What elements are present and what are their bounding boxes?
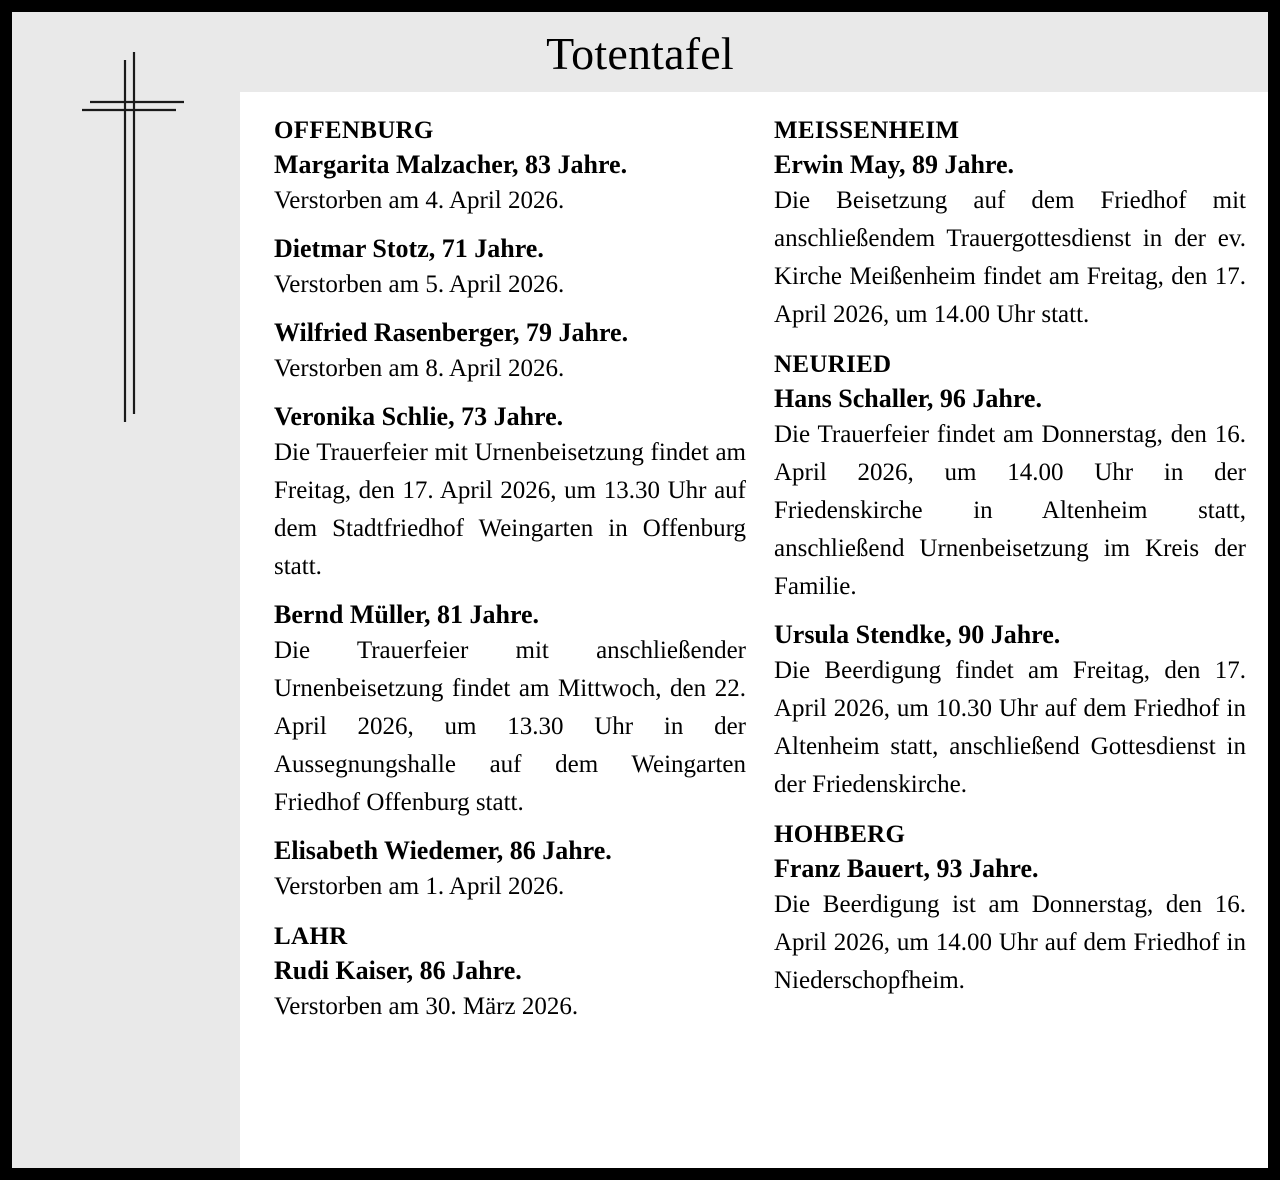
obituary-entry [274, 316, 746, 388]
town-section-hohberg [774, 818, 1246, 1000]
deceased-name: Erwin May, 89 Jahre. [774, 150, 1015, 179]
obituary-entry [774, 382, 1246, 606]
town-section-meissenheim [774, 114, 1246, 334]
town-section-offenburg [274, 114, 746, 906]
obituary-entry [274, 598, 746, 822]
deceased-detail: Die Trauerfeier mit Urnenbeisetzung findet am Freitag, den 17. April 2026, um 13.30 Uhr auf dem Stadtfriedhof Weingarten in Offenburg statt. [274, 439, 746, 580]
town-heading: MEISSENHEIM [774, 117, 960, 144]
obituary-entry [274, 954, 746, 1026]
paper-sheet [12, 12, 1268, 1168]
deceased-name: Veronika Schlie, 73 Jahre. [274, 402, 564, 431]
obituary-entry [774, 618, 1246, 804]
deceased-name: Hans Schaller, 96 Jahre. [774, 384, 1042, 413]
left-column [274, 114, 746, 1168]
deceased-name: Elisabeth Wiedemer, 86 Jahre. [274, 836, 612, 865]
deceased-name: Franz Bauert, 93 Jahre. [774, 854, 1039, 883]
town-heading: HOHBERG [774, 821, 906, 848]
deceased-name: Rudi Kaiser, 86 Jahre. [274, 956, 522, 985]
deceased-detail: Die Trauerfeier mit anschließender Urnenbeisetzung findet am Mittwoch, den 22. April 2026, um 13.30 Uhr in der Aussegnungshalle auf dem Weingarten Friedhof Offenburg statt. [274, 637, 746, 816]
right-column [774, 114, 1246, 1168]
deceased-detail: Die Trauerfeier findet am Donnerstag, den 16. April 2026, um 14.00 Uhr in der Friedenskirche in Altenheim statt, anschließend Urnenbeisetzung im Kreis der Familie. [774, 421, 1246, 600]
deceased-detail: Verstorben am 4. April 2026. [274, 187, 565, 214]
obituary-entry [774, 148, 1246, 334]
town-heading: OFFENBURG [274, 117, 434, 144]
obituary-entry [274, 148, 746, 220]
deceased-detail: Die Beerdigung ist am Donnerstag, den 16. April 2026, um 14.00 Uhr auf dem Friedhof in Niederschopfheim. [774, 891, 1246, 994]
deceased-detail: Die Beerdigung findet am Freitag, den 17. April 2026, um 10.30 Uhr auf dem Friedhof in Altenheim statt, anschließend Gottesdienst in der Friedenskirche. [774, 657, 1246, 798]
deceased-detail: Verstorben am 8. April 2026. [274, 355, 565, 382]
deceased-detail: Verstorben am 1. April 2026. [274, 873, 565, 900]
deceased-detail: Die Beisetzung auf dem Friedhof mit anschließendem Trauergottesdienst in der ev. Kirche Meißenheim findet am Freitag, den 17. April 2026, um 14.00 Uhr statt. [774, 187, 1246, 328]
town-section-neuried [774, 348, 1246, 804]
notices-panel [240, 92, 1268, 1168]
obituary-entry [274, 232, 746, 304]
notices-columns [240, 92, 1268, 1168]
memorial-cross-icon [72, 42, 192, 442]
deceased-name: Wilfried Rasenberger, 79 Jahre. [274, 318, 629, 347]
deceased-name: Ursula Stendke, 90 Jahre. [774, 620, 1061, 649]
town-section-lahr [274, 920, 746, 1026]
deceased-name: Margarita Malzacher, 83 Jahre. [274, 150, 628, 179]
deceased-name: Dietmar Stotz, 71 Jahre. [274, 234, 544, 263]
town-heading: LAHR [274, 923, 348, 950]
town-heading: NEURIED [774, 351, 892, 378]
page-title: Totentafel [546, 28, 734, 79]
deceased-detail: Verstorben am 30. März 2026. [274, 993, 579, 1020]
deceased-detail: Verstorben am 5. April 2026. [274, 271, 565, 298]
obituary-entry [274, 400, 746, 586]
obituary-entry [274, 834, 746, 906]
deceased-name: Bernd Müller, 81 Jahre. [274, 600, 540, 629]
obituary-entry [774, 852, 1246, 1000]
header-band [12, 12, 1268, 92]
